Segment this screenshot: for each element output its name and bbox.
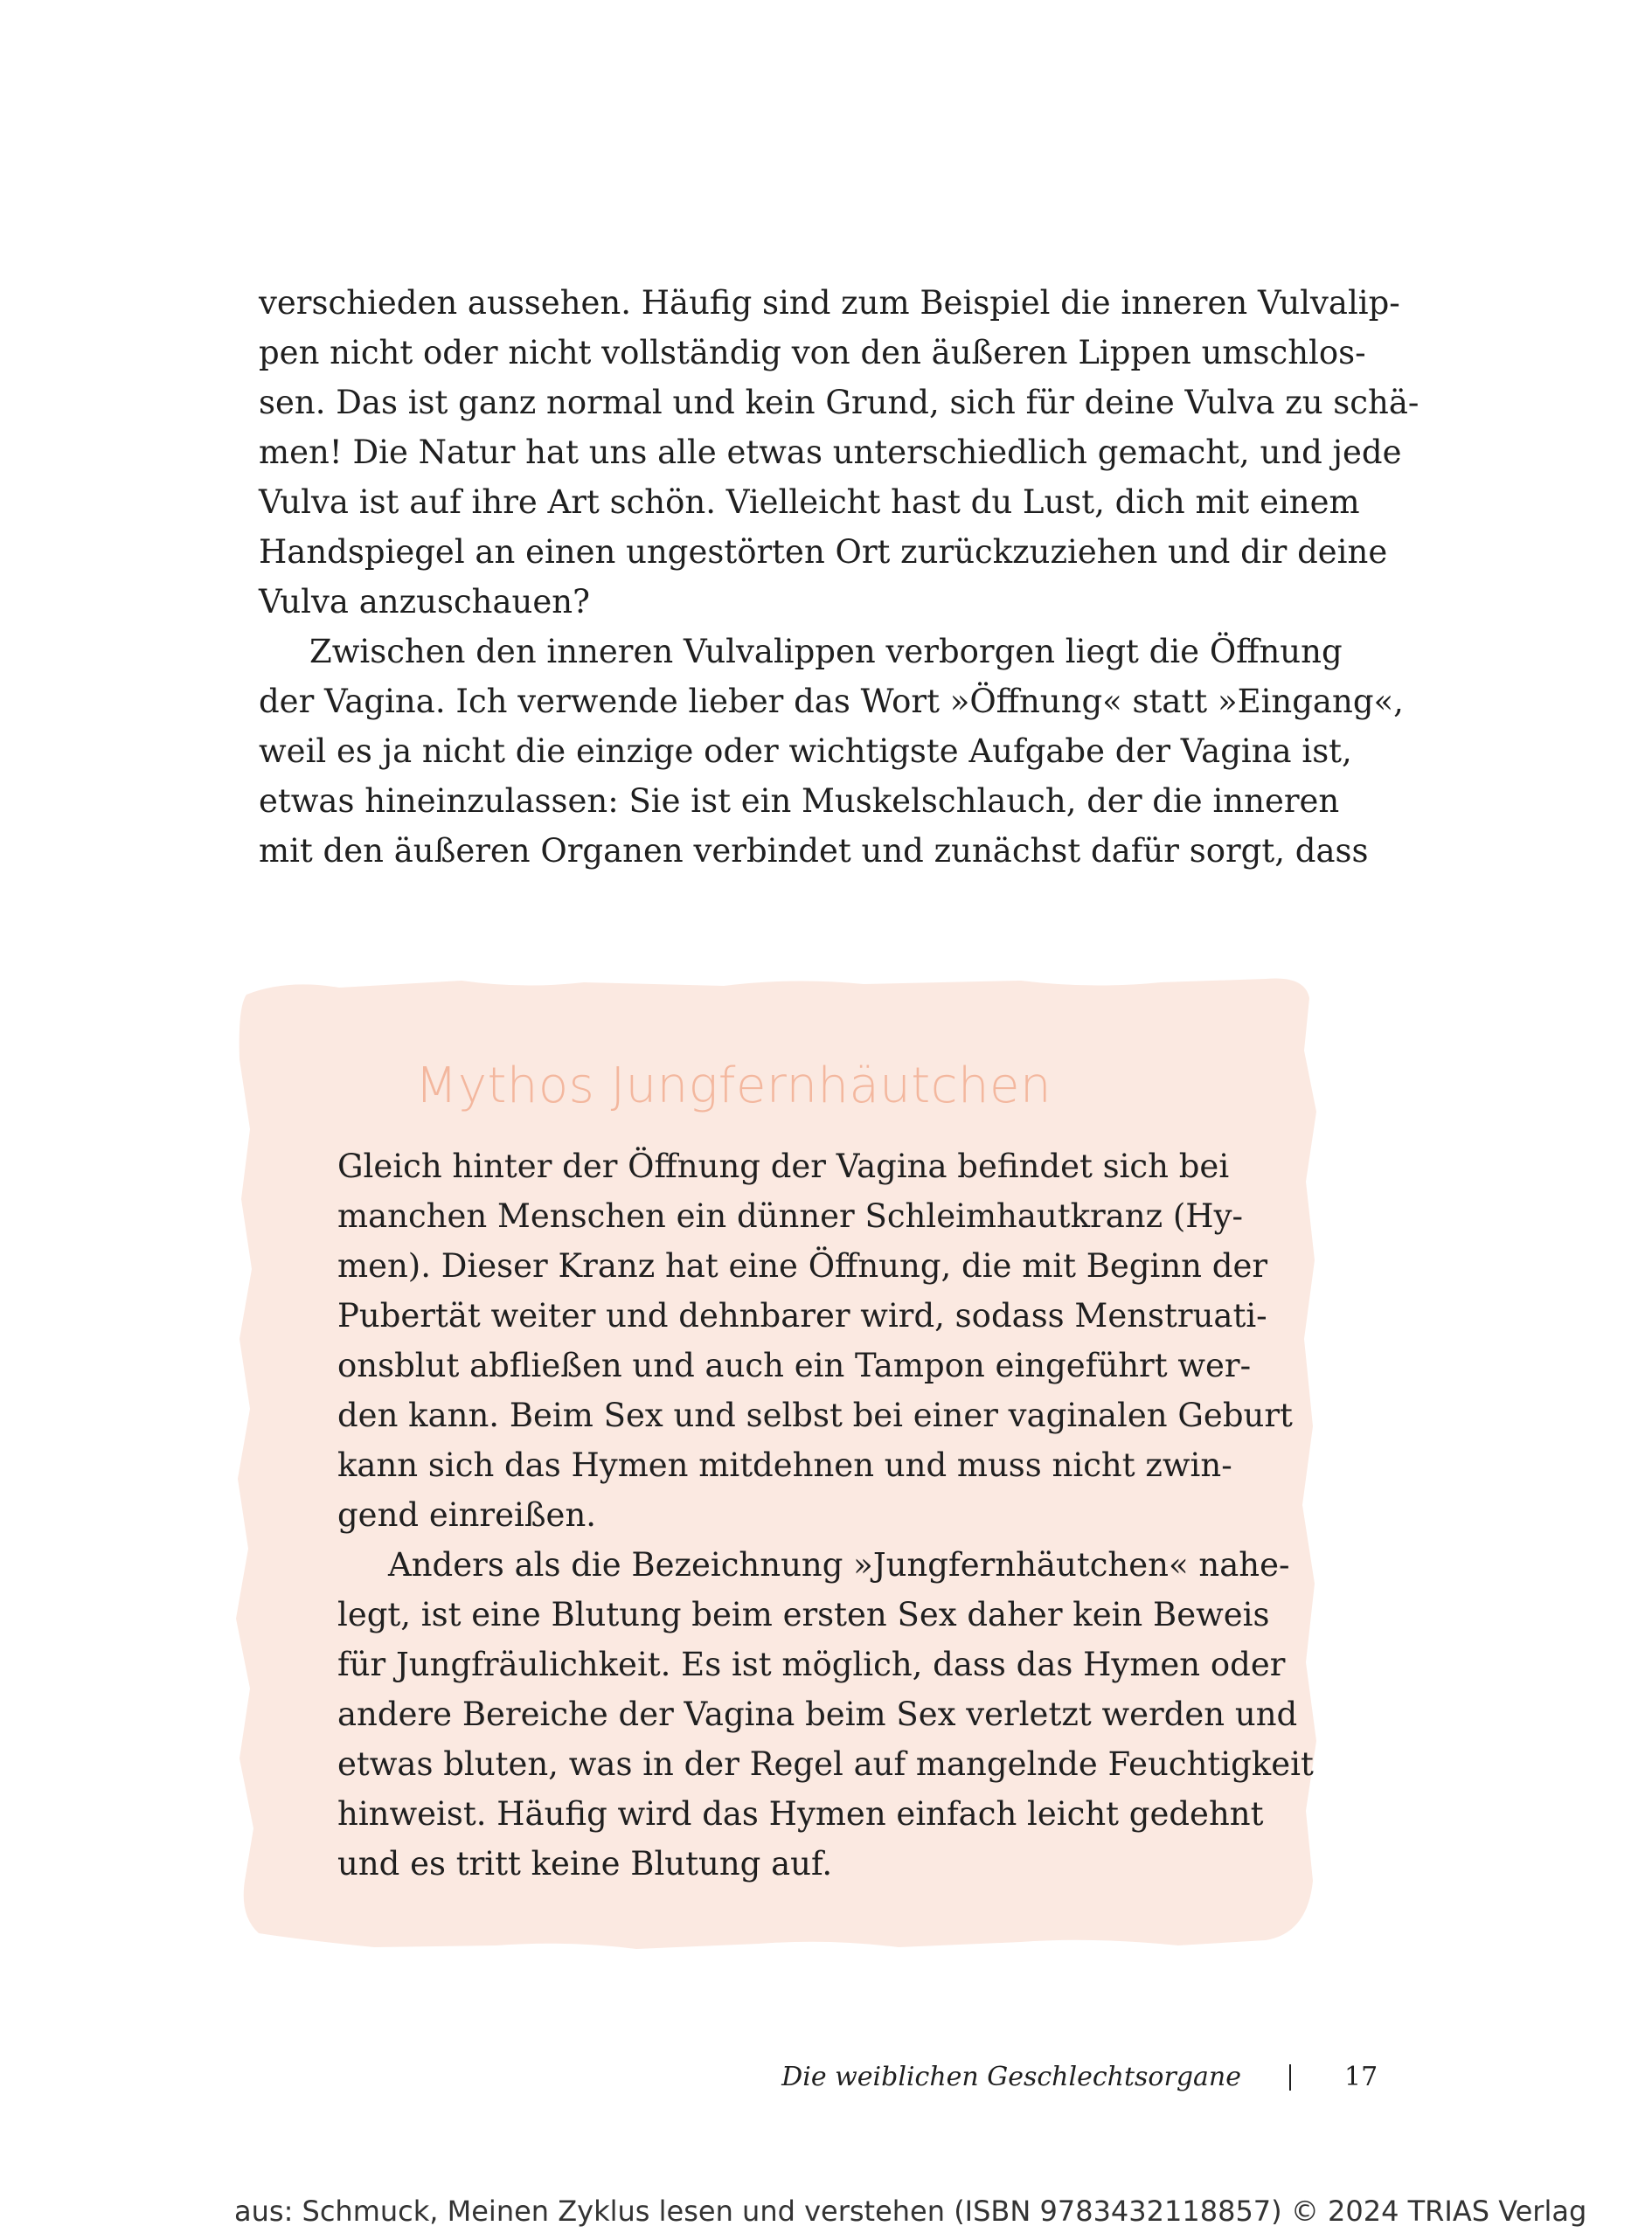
text-line: und es tritt keine Blutung auf. [337, 1845, 833, 1883]
source-credit: aus: Schmuck, Meinen Zyklus lesen und verstehen (ISBN 9783432118857) © 2024 TRIAS Verlag [234, 2195, 1587, 2228]
footer-chapter-title: Die weiblichen Geschlechtsorgane [781, 2062, 1241, 2092]
text-line: pen nicht oder nicht vollständig von den äußeren Lippen umschlos- [259, 334, 1366, 371]
text-line: Anders als die Bezeichnung »Jungfernhäutchen« nahe- [388, 1546, 1290, 1584]
text-line: men). Dieser Kranz hat eine Öffnung, die mit Beginn der [337, 1247, 1268, 1285]
info-box-title: Mythos Jungfernhäutchen [415, 1058, 1052, 1114]
text-line: manchen Menschen ein dünner Schleimhautkranz (Hy- [337, 1197, 1243, 1235]
text-line: men! Die Natur hat uns alle etwas unterschiedlich gemacht, und jede [259, 433, 1402, 471]
text-line: hinweist. Häufig wird das Hymen einfach leicht gedehnt [337, 1795, 1264, 1833]
text-line: sen. Das ist ganz normal und kein Grund, sich für deine Vulva zu schä- [259, 384, 1419, 421]
text-line: Pubertät weiter und dehnbarer wird, sodass Menstruati- [337, 1297, 1267, 1335]
text-line: verschieden aussehen. Häufig sind zum Beispiel die inneren Vulvalip- [259, 284, 1400, 322]
text-line: mit den äußeren Organen verbindet und zunächst dafür sorgt, dass [259, 832, 1369, 870]
text-line: Vulva ist auf ihre Art schön. Vielleicht hast du Lust, dich mit einem [259, 483, 1360, 521]
text-line: legt, ist eine Blutung beim ersten Sex daher kein Beweis [337, 1596, 1270, 1633]
text-line: Zwischen den inneren Vulvalippen verborgen liegt die Öffnung [309, 633, 1343, 670]
text-line: andere Bereiche der Vagina beim Sex verletzt werden und [337, 1696, 1298, 1733]
text-line: etwas bluten, was in der Regel auf mangelnde Feuchtigkeit [337, 1745, 1314, 1783]
text-line: für Jungfräulichkeit. Es ist möglich, dass das Hymen oder [337, 1646, 1286, 1683]
text-line: der Vagina. Ich verwende lieber das Wort »Öffnung« statt »Eingang«, [259, 683, 1404, 720]
footer-divider [1289, 2064, 1291, 2091]
text-line: etwas hineinzulassen: Sie ist ein Muskelschlauch, der die inneren [259, 782, 1340, 820]
page-number: 17 [1344, 2062, 1378, 2092]
text-line: Gleich hinter der Öffnung der Vagina befindet sich bei [337, 1148, 1230, 1185]
text-line: onsblut abfließen und auch ein Tampon eingeführt wer- [337, 1347, 1252, 1384]
text-line: weil es ja nicht die einzige oder wichtigste Aufgabe der Vagina ist, [259, 732, 1352, 770]
info-box-text [337, 1141, 1314, 1889]
text-line: den kann. Beim Sex und selbst bei einer vaginalen Geburt [337, 1397, 1293, 1434]
text-line: gend einreißen. [337, 1496, 597, 1534]
text-line: Handspiegel an einen ungestörten Ort zurückzuziehen und dir deine [259, 533, 1388, 571]
text-line: kann sich das Hymen mitdehnen und muss nicht zwin- [337, 1446, 1232, 1484]
running-footer [0, 2056, 1652, 2099]
text-line: Vulva anzuschauen? [259, 583, 590, 621]
main-body-text [259, 278, 1419, 876]
